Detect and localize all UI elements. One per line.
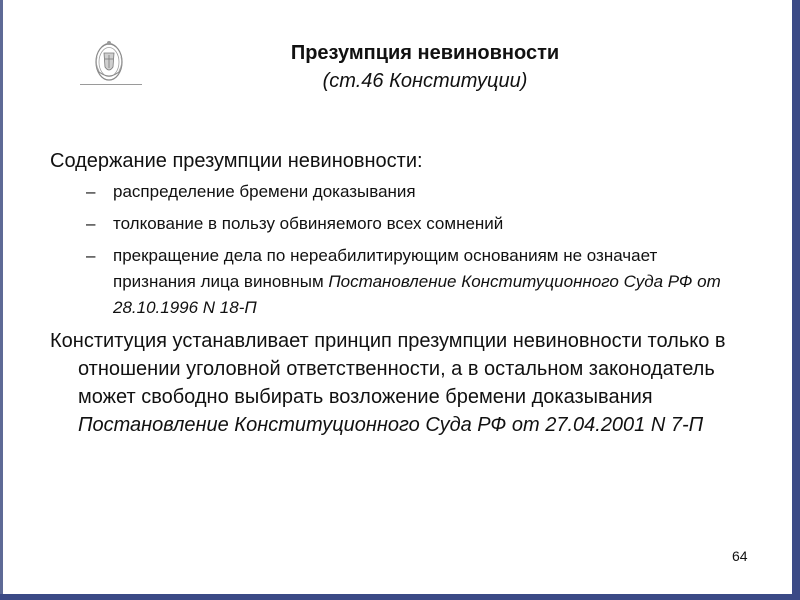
content-sublist (50, 179, 740, 321)
dash-bullet: – (86, 246, 96, 265)
paragraph-text: Конституция устанавливает принцип презумпции невиновности только в отношении уголовной ответственности, а в остальном законодатель может свободно выбирать возложение бремени доказывания (50, 330, 726, 408)
emblem-underline (80, 84, 142, 85)
content-paragraph (50, 327, 740, 439)
court-emblem-graphic (80, 37, 142, 87)
dash-bullet: – (86, 214, 96, 233)
list-item-text: толкование в пользу обвиняемого всех сомнений (113, 214, 504, 233)
list-item (50, 243, 740, 321)
bottom-border (0, 594, 800, 600)
right-border (792, 0, 800, 600)
legal-reference: Постановление Конституционного Суда РФ от 27.04.2001 N 7-П (78, 414, 704, 436)
list-item-text: распределение бремени доказывания (113, 182, 416, 201)
left-border (0, 0, 3, 600)
dash-bullet: – (86, 182, 96, 201)
page-number: 64 (732, 548, 748, 564)
court-emblem-icon (80, 37, 142, 87)
content-heading: Содержание презумпции невиновности: (50, 150, 423, 172)
legal-reference: Постановление Конституционного Суда РФ от 28.10.1996 N 18-П (113, 272, 721, 317)
list-item-text: прекращение дела по нереабилитирующим основаниям не означает признания лица виновным (113, 246, 658, 291)
slide-content (50, 147, 740, 439)
list-item (50, 179, 740, 205)
slide-title: Презумпция невиновности (290, 42, 560, 64)
list-item (50, 211, 740, 237)
slide-subtitle: (ст.46 Конституции) (322, 70, 528, 92)
